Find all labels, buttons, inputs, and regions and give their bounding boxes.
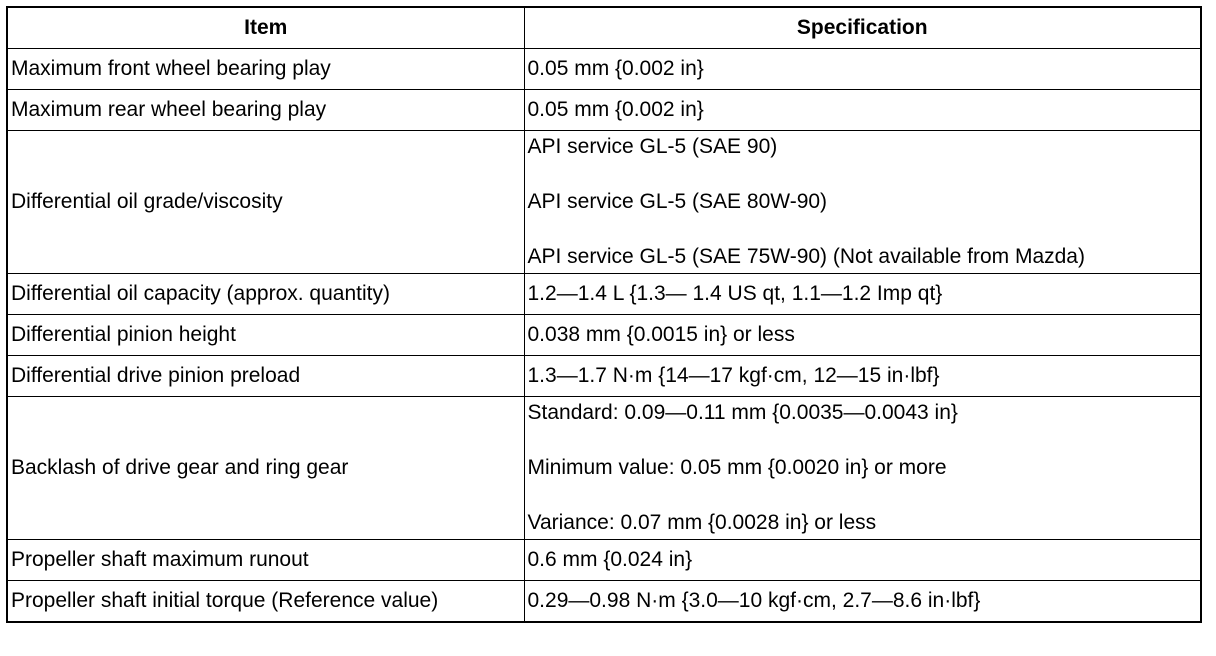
item-cell: Backlash of drive gear and ring gear [7,397,524,540]
spec-cell: 1.3—1.7 N·m {14—17 kgf·cm, 12—15 in·lbf} [524,356,1201,397]
table-row [7,274,1201,315]
spec-cell [524,131,1201,274]
table-row [7,581,1201,623]
item-cell: Differential drive pinion preload [7,356,524,397]
item-cell: Differential oil capacity (approx. quantity) [7,274,524,315]
spec-line: Minimum value: 0.05 mm {0.0020 in} or more [527,456,947,479]
specification-table [6,6,1202,623]
spec-cell: 1.2—1.4 L {1.3— 1.4 US qt, 1.1—1.2 Imp qt} [524,274,1201,315]
spec-line: Standard: 0.09—0.11 mm {0.0035—0.0043 in} [527,401,958,424]
spec-cell: 0.038 mm {0.0015 in} or less [524,315,1201,356]
spec-cell: 0.29—0.98 N·m {3.0—10 kgf·cm, 2.7—8.6 in·lbf} [524,581,1201,623]
table-row [7,90,1201,131]
spec-cell [524,397,1201,540]
spec-cell: 0.05 mm {0.002 in} [524,90,1201,131]
table-row [7,397,1201,540]
spec-line: API service GL-5 (SAE 75W-90) (Not available from Mazda) [527,245,1085,268]
header-specification: Specification [524,7,1201,49]
spec-line: Variance: 0.07 mm {0.0028 in} or less [527,511,877,534]
item-cell: Differential oil grade/viscosity [7,131,524,274]
item-cell: Differential pinion height [7,315,524,356]
spec-cell: 0.05 mm {0.002 in} [524,49,1201,90]
spec-line: API service GL-5 (SAE 80W-90) [527,190,828,213]
table-row [7,131,1201,274]
table-row [7,315,1201,356]
header-item: Item [7,7,524,49]
item-cell: Propeller shaft maximum runout [7,540,524,581]
table-row [7,49,1201,90]
item-cell: Maximum rear wheel bearing play [7,90,524,131]
item-cell: Maximum front wheel bearing play [7,49,524,90]
table-row [7,356,1201,397]
table-row [7,540,1201,581]
item-cell: Propeller shaft initial torque (Reference value) [7,581,524,623]
spec-cell: 0.6 mm {0.024 in} [524,540,1201,581]
header-row [7,7,1201,49]
spec-line: API service GL-5 (SAE 90) [527,135,778,158]
